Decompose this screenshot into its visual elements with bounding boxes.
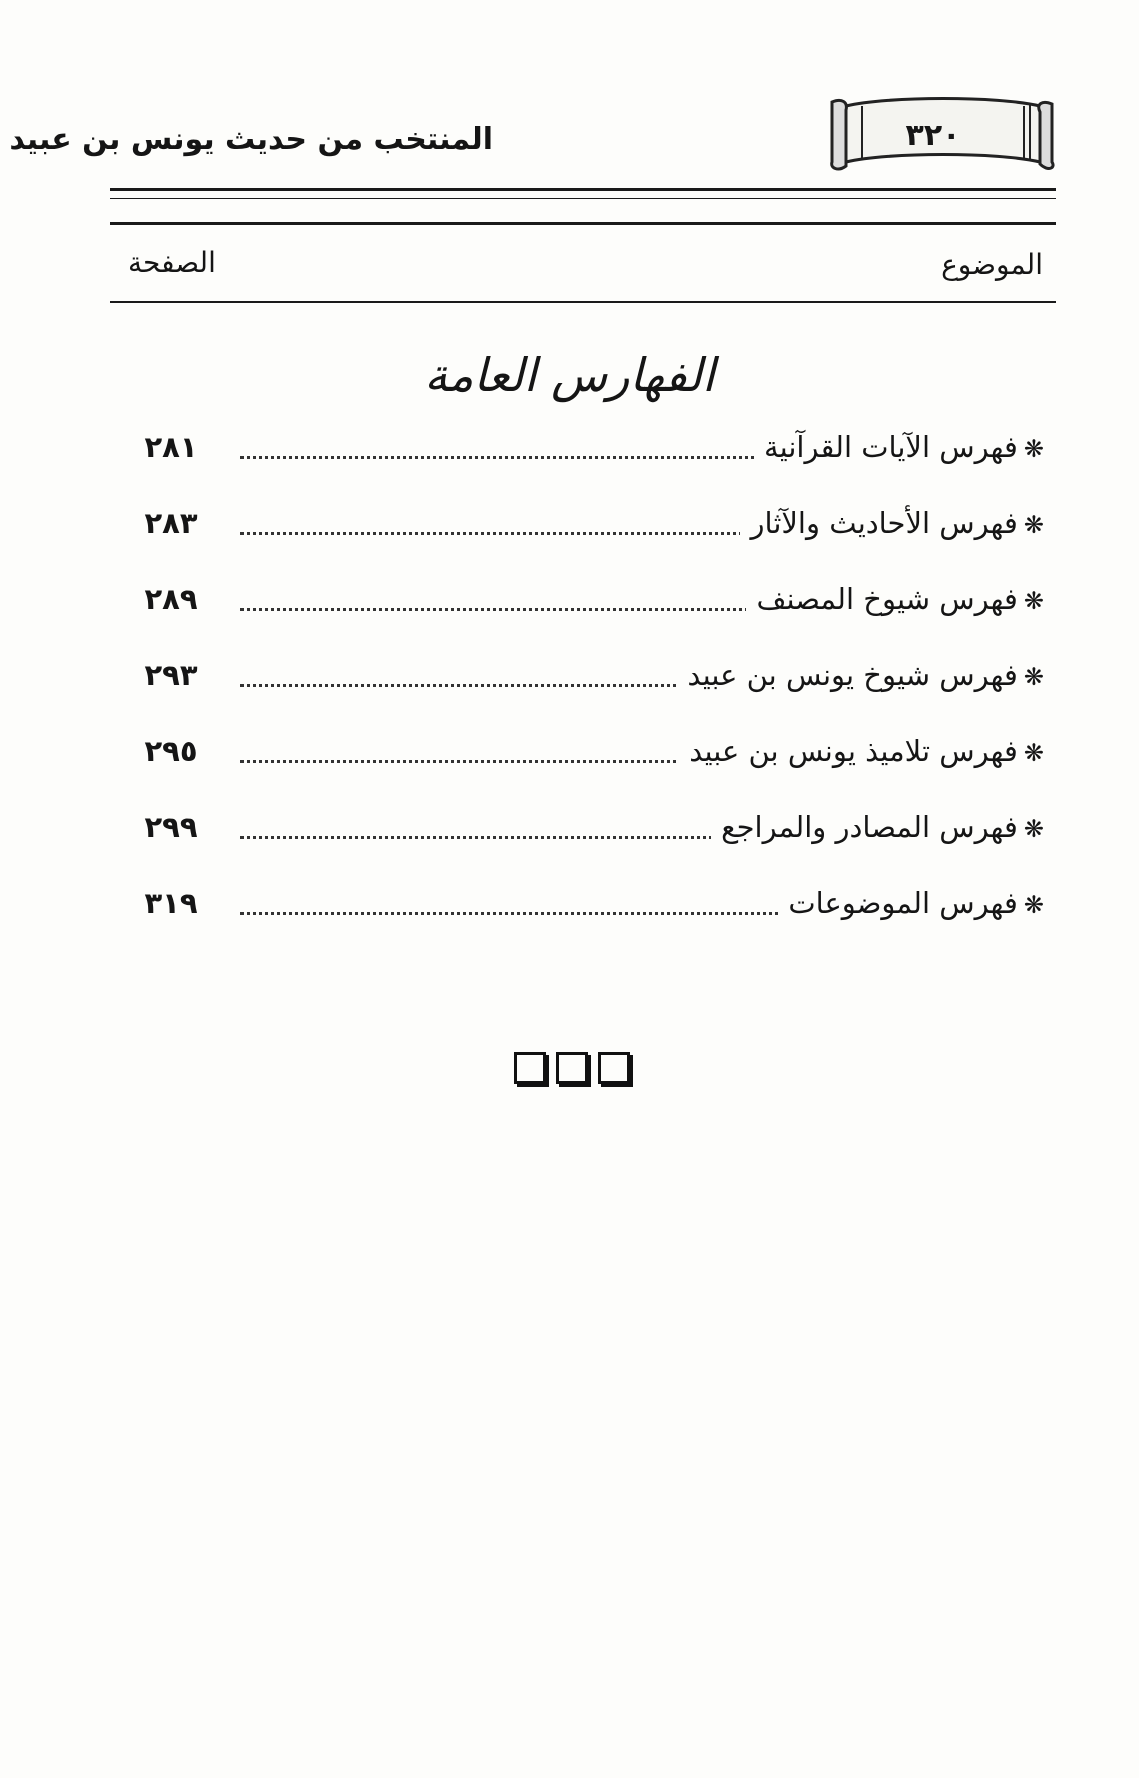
- toc-entry-label: فهرس تلاميذ يونس بن عبيد: [689, 734, 1018, 768]
- toc-entry-page: ٢٩٣: [144, 658, 198, 692]
- section-title: الفهارس العامة: [424, 348, 715, 402]
- toc-entry-label: فهرس الموضوعات: [788, 886, 1018, 920]
- bullet-icon: ❋: [1023, 587, 1044, 615]
- toc-entry[interactable]: [140, 504, 1044, 548]
- column-header-topic: الموضوع: [941, 248, 1043, 281]
- bullet-icon: ❋: [1023, 815, 1044, 843]
- toc-entry-page: ٣١٩: [144, 886, 198, 920]
- toc-entry-label: فهرس شيوخ المصنف: [756, 582, 1018, 616]
- bullet-icon: ❋: [1023, 891, 1044, 919]
- bullet-icon: ❋: [1023, 435, 1044, 463]
- bullet-icon: ❋: [1023, 511, 1044, 539]
- toc-entry[interactable]: [140, 428, 1044, 472]
- header-rule: [110, 188, 1056, 191]
- square-icon: [598, 1052, 630, 1084]
- toc-entry[interactable]: [140, 884, 1044, 928]
- end-ornament: [514, 1052, 630, 1084]
- toc-entry[interactable]: [140, 808, 1044, 852]
- header-rule-thin: [110, 198, 1056, 199]
- toc-entry-label: فهرس الأحاديث والآثار: [750, 506, 1018, 540]
- square-icon: [514, 1052, 546, 1084]
- columns-top-rule: [110, 222, 1056, 225]
- toc-entry-label: فهرس المصادر والمراجع: [721, 810, 1018, 844]
- toc-entry-page: ٢٨٩: [144, 582, 198, 616]
- columns-bottom-rule: [110, 301, 1056, 303]
- page-number: ٣٢٠: [905, 118, 961, 153]
- bullet-icon: ❋: [1023, 739, 1044, 767]
- toc-entry-label: فهرس شيوخ يونس بن عبيد: [687, 658, 1018, 692]
- toc-entry-label: فهرس الآيات القرآنية: [764, 430, 1018, 464]
- toc-entry[interactable]: [140, 656, 1044, 700]
- toc-entry-page: ٢٩٥: [144, 734, 198, 768]
- bullet-icon: ❋: [1023, 663, 1044, 691]
- toc-entry-page: ٢٨١: [144, 430, 198, 464]
- toc-entry[interactable]: [140, 732, 1044, 776]
- toc-entry-page: ٢٩٩: [144, 810, 198, 844]
- running-title: المنتخب من حديث يونس بن عبيد: [9, 122, 493, 157]
- toc-entry[interactable]: [140, 580, 1044, 624]
- square-icon: [556, 1052, 588, 1084]
- toc-entry-page: ٢٨٣: [144, 506, 198, 540]
- column-header-page: الصفحة: [128, 246, 216, 279]
